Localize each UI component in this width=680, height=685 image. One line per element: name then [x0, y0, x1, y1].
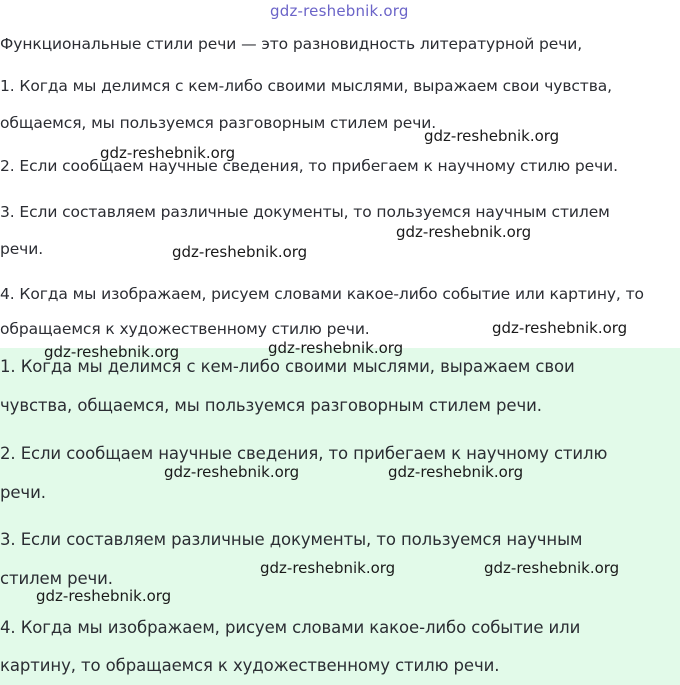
item-1-line-2: общаемся, мы пользуемся разговорным стилем речи. [0, 114, 437, 132]
watermark: gdz-reshebnik.org [100, 144, 236, 162]
answer-item-2-line-2: речи. [0, 483, 46, 502]
site-link[interactable]: gdz-reshebnik.org [270, 2, 409, 20]
answer-item-3-line-2: стилем речи. [0, 569, 113, 588]
site-header [0, 0, 680, 26]
watermark: gdz-reshebnik.org [172, 243, 308, 261]
watermark: gdz-reshebnik.org [260, 559, 396, 577]
watermark: gdz-reshebnik.org [492, 319, 628, 337]
item-4-line-1: 4. Когда мы изображаем, рисуем словами какое-либо событие или картину, то [0, 285, 644, 303]
item-3-line-1: 3. Если составляем различные документы, то пользуемся научным стилем [0, 203, 610, 221]
item-4-line-2: обращаемся к художественному стилю речи. [0, 320, 370, 338]
watermark: gdz-reshebnik.org [396, 223, 532, 241]
watermark: gdz-reshebnik.org [484, 559, 620, 577]
watermark: gdz-reshebnik.org [36, 587, 172, 605]
answer-block [0, 348, 680, 685]
watermark: gdz-reshebnik.org [424, 127, 560, 145]
answer-item-3-line-1: 3. Если составляем различные документы, то пользуемся научным [0, 530, 583, 549]
answer-item-4-line-2: картину, то обращаемся к художественному стилю речи. [0, 656, 500, 675]
watermark: gdz-reshebnik.org [44, 343, 180, 361]
watermark: gdz-reshebnik.org [268, 339, 404, 357]
answer-item-1-line-1: 1. Когда мы делимся с кем-либо своими мыслями, выражаем свои [0, 357, 575, 376]
watermark: gdz-reshebnik.org [388, 463, 524, 481]
watermark: gdz-reshebnik.org [164, 463, 300, 481]
answer-item-1-line-2: чувства, общаемся, мы пользуемся разговорным стилем речи. [0, 396, 542, 415]
answer-item-2-line-1: 2. Если сообщаем научные сведения, то прибегаем к научному стилю [0, 444, 608, 463]
item-1-line-1: 1. Когда мы делимся с кем-либо своими мыслями, выражаем свои чувства, [0, 77, 612, 95]
intro-text: Функциональные стили речи — это разновидность литературной речи, [0, 35, 583, 53]
answer-item-4-line-1: 4. Когда мы изображаем, рисуем словами какое-либо событие или [0, 618, 581, 637]
item-3-line-2: речи. [0, 240, 44, 258]
item-2-line-1: 2. Если сообщаем научные сведения, то прибегаем к научному стилю речи. [0, 157, 618, 175]
